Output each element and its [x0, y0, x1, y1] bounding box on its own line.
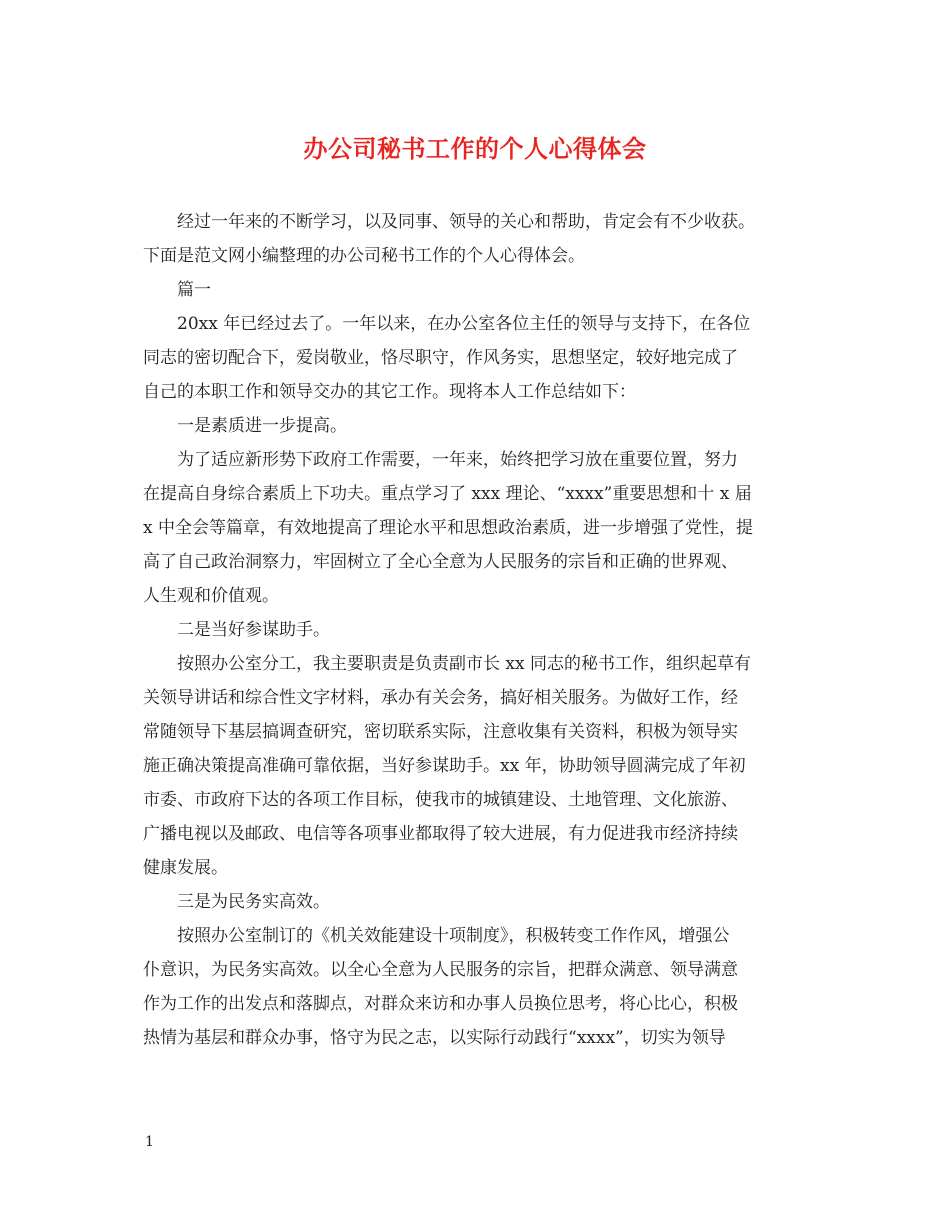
paragraph-4: [143, 919, 823, 1055]
subheading-2: 二是当好参谋助手。: [177, 620, 330, 640]
text-line: 人生观和价值观。: [143, 586, 279, 606]
text-line: 下面是范文网小编整理的办公司秘书工作的个人心得体会。: [143, 246, 585, 266]
text-line: 关领导讲话和综合性文字材料，承办有关会务，搞好相关服务。为做好工作，经: [143, 688, 738, 708]
paragraph-2: [143, 443, 823, 613]
text-line: 在提高自身综合素质上下功夫。重点学习了 xxx 理论、“xxxx”重要思想和十 x 届: [143, 484, 752, 504]
text-line: 仆意识，为民务实高效。以全心全意为人民服务的宗旨，把群众满意、领导满意: [143, 960, 738, 980]
text-line: 为了适应新形势下政府工作需要，一年来，始终把学习放在重要位置，努力: [177, 450, 738, 470]
text-line: 广播电视以及邮政、电信等各项事业都取得了较大进展，有力促进我市经济持续: [143, 824, 738, 844]
text-line: 经过一年来的不断学习，以及同事、领导的关心和帮助，肯定会有不少收获。: [177, 212, 755, 232]
subheading-3: 三是为民务实高效。: [177, 892, 330, 912]
paragraph-3: [143, 647, 823, 885]
text-line: 健康发展。: [143, 858, 228, 878]
paragraph-1: [143, 307, 823, 409]
text-line: x 中全会等篇章，有效地提高了理论水平和思想政治素质，进一步增强了党性，提: [143, 518, 753, 538]
text-line: 按照办公室分工，我主要职责是负责副市长 xx 同志的秘书工作，组织起草有: [177, 654, 751, 674]
text-line: 施正确决策提高准确可靠依据，当好参谋助手。xx 年，协助领导圆满完成了年初: [143, 756, 746, 776]
document-title: 办公司秘书工作的个人心得体会: [303, 134, 647, 163]
text-line: 市委、市政府下达的各项工作目标，使我市的城镇建设、土地管理、文化旅游、: [143, 790, 738, 810]
text-line: 高了自己政治洞察力，牢固树立了全心全意为人民服务的宗旨和正确的世界观、: [143, 552, 738, 572]
text-line: 常随领导下基层搞调查研究，密切联系实际，注意收集有关资料，积极为领导实: [143, 722, 738, 742]
text-line: 20xx 年已经过去了。一年以来，在办公室各位主任的领导与支持下，在各位: [177, 314, 751, 334]
section-label: 篇一: [177, 280, 211, 300]
intro-paragraph: [143, 205, 823, 273]
document-body: [143, 205, 823, 1055]
text-line: 作为工作的出发点和落脚点，对群众来访和办事人员换位思考，将心比心，积极: [143, 994, 738, 1014]
page-number: 1: [145, 1134, 154, 1150]
subheading-1: 一是素质进一步提高。: [177, 416, 347, 436]
text-line: 自己的本职工作和领导交办的其它工作。现将本人工作总结如下：: [143, 382, 636, 402]
text-line: 同志的密切配合下，爱岗敬业，恪尽职守，作风务实，思想坚定，较好地完成了: [143, 348, 738, 368]
text-line: 热情为基层和群众办事，恪守为民之志，以实际行动践行“xxxx”，切实为领导: [143, 1028, 726, 1048]
text-line: 按照办公室制订的《机关效能建设十项制度》，积极转变工作作风，增强公: [177, 926, 730, 946]
